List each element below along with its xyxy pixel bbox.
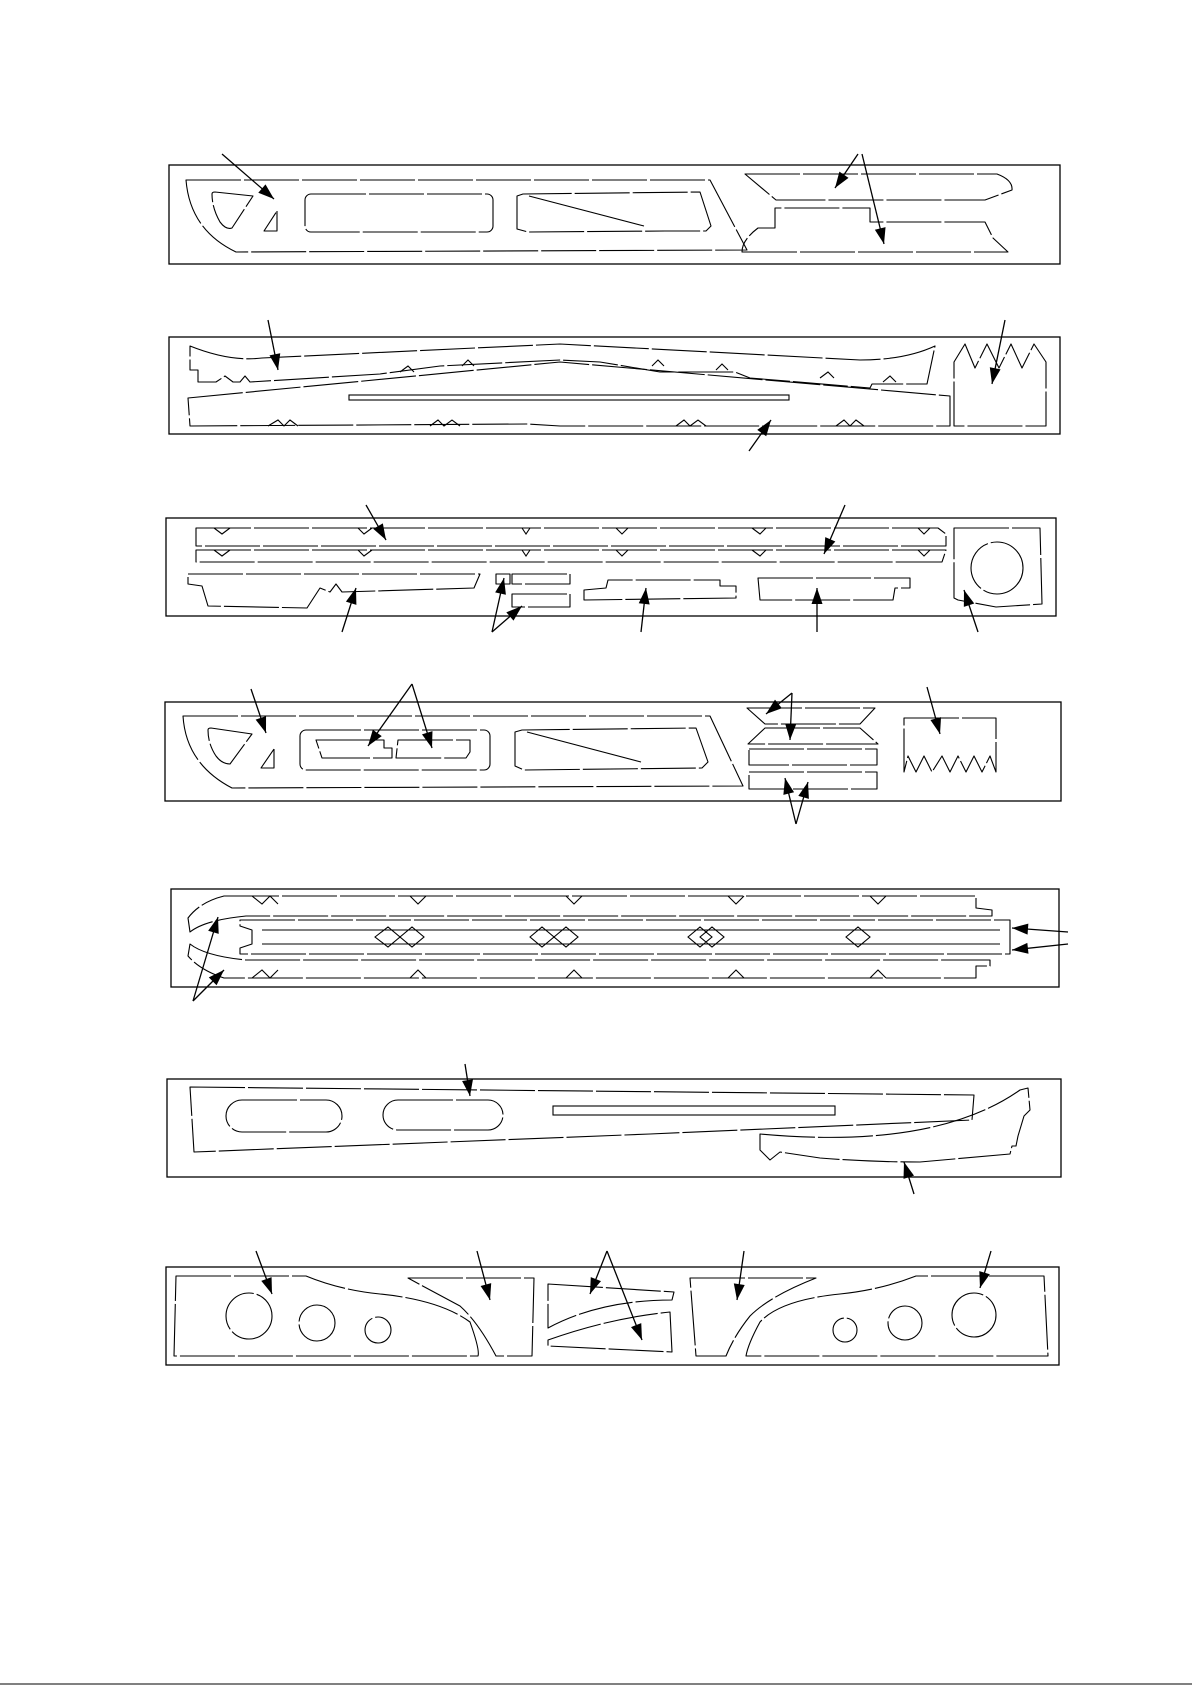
- arrowhead: [368, 730, 382, 746]
- arrowhead: [258, 184, 274, 199]
- hole-large-right: [952, 1293, 996, 1337]
- wedge-inner-line: [527, 732, 641, 762]
- oval-hole-2: [383, 1100, 503, 1130]
- hole-medium-left: [299, 1305, 335, 1341]
- curved-frame-part: [186, 180, 747, 252]
- spar-teeth-upper: [400, 360, 896, 382]
- arrowhead: [631, 1323, 642, 1340]
- curved-spar-upper: [190, 344, 935, 388]
- strip-notches: [214, 528, 930, 556]
- small-triangle-cutout: [264, 211, 277, 231]
- thin-strip: [349, 395, 789, 400]
- arrowhead: [1012, 943, 1028, 954]
- bar-part-1: [584, 580, 736, 600]
- small-tab-2: [512, 574, 570, 584]
- leader-arrows: [193, 154, 1068, 1340]
- stepped-strip-lower: [742, 208, 1008, 252]
- curved-rib-left: [408, 1278, 534, 1356]
- wedge-cutout: [515, 728, 708, 770]
- spar-lower-long: [188, 362, 950, 426]
- triangle-cutout: [212, 192, 253, 228]
- trapezoid-strip-2: [748, 728, 878, 744]
- panel-1: [169, 165, 1060, 264]
- arrowhead: [269, 353, 280, 370]
- panel-frame: [171, 889, 1059, 987]
- zigzag-edge-part: [904, 718, 996, 772]
- trapezoid-strip-1: [747, 708, 875, 724]
- thin-strip: [553, 1106, 835, 1115]
- panel-5: [171, 889, 1059, 987]
- arrowhead: [964, 590, 974, 607]
- panel-frame: [169, 337, 1060, 434]
- small-triangle-cutout: [261, 749, 274, 768]
- curved-tail-piece: [760, 1088, 1030, 1162]
- stepped-strip-upper: [745, 174, 1012, 200]
- zigzag-edge-part: [954, 344, 1046, 426]
- arrowhead: [639, 588, 650, 605]
- hole-medium-right: [888, 1306, 922, 1340]
- rect-slot-cutout: [300, 730, 490, 770]
- panel-7: [166, 1267, 1059, 1365]
- inner-tab-left: [316, 740, 392, 758]
- triangle-cutout: [208, 728, 252, 764]
- arrowhead: [930, 717, 941, 734]
- arrowhead: [506, 606, 522, 621]
- arrowhead: [261, 1277, 272, 1294]
- hole-large-left: [226, 1293, 272, 1339]
- panel-3: [166, 518, 1056, 616]
- arrowhead: [208, 917, 219, 934]
- wedge-cutout: [517, 192, 711, 232]
- hole-small-right: [833, 1318, 857, 1342]
- arrowhead: [481, 1283, 492, 1300]
- side-plate-left: [174, 1276, 478, 1356]
- arrowhead: [798, 782, 809, 799]
- angled-part: [188, 574, 480, 608]
- panel-4: [165, 702, 1061, 801]
- arrowhead: [785, 724, 796, 740]
- inner-tab-right: [396, 740, 470, 758]
- center-spar: [240, 920, 1010, 954]
- spar-top: [188, 896, 992, 932]
- arrowhead: [346, 588, 356, 605]
- rect-strip-3: [749, 749, 877, 765]
- arrowhead: [783, 778, 794, 795]
- rect-strip-4: [749, 772, 877, 789]
- arrowhead: [990, 367, 1001, 384]
- panel-2: [169, 337, 1060, 434]
- curved-rib-mid-lower: [548, 1312, 672, 1352]
- round-hole: [971, 542, 1023, 594]
- hole-small-left: [365, 1317, 391, 1343]
- arrowhead: [1012, 924, 1028, 935]
- arrowhead: [462, 1079, 473, 1096]
- notched-strip-2: [196, 550, 946, 562]
- spar-teeth: [252, 896, 886, 978]
- curved-rib-right: [690, 1278, 816, 1356]
- bar-part-2: [758, 578, 910, 600]
- spar-bottom: [188, 944, 990, 978]
- rect-slot-cutout: [305, 194, 493, 232]
- arrowhead: [590, 1277, 601, 1294]
- arrowhead: [373, 523, 386, 540]
- arrowhead: [256, 716, 266, 733]
- arrowhead: [734, 1283, 745, 1300]
- tapered-plate: [190, 1087, 974, 1152]
- arrowhead: [495, 578, 506, 595]
- arrowhead: [875, 227, 886, 244]
- curved-frame-part: [183, 716, 743, 788]
- arrowhead: [979, 1271, 990, 1288]
- oval-hole-1: [226, 1100, 342, 1132]
- wedge-inner-line: [529, 196, 644, 226]
- side-plate-right: [746, 1276, 1048, 1356]
- panel-6: [167, 1079, 1061, 1177]
- small-tab-3: [512, 594, 570, 607]
- arrowhead: [812, 588, 823, 604]
